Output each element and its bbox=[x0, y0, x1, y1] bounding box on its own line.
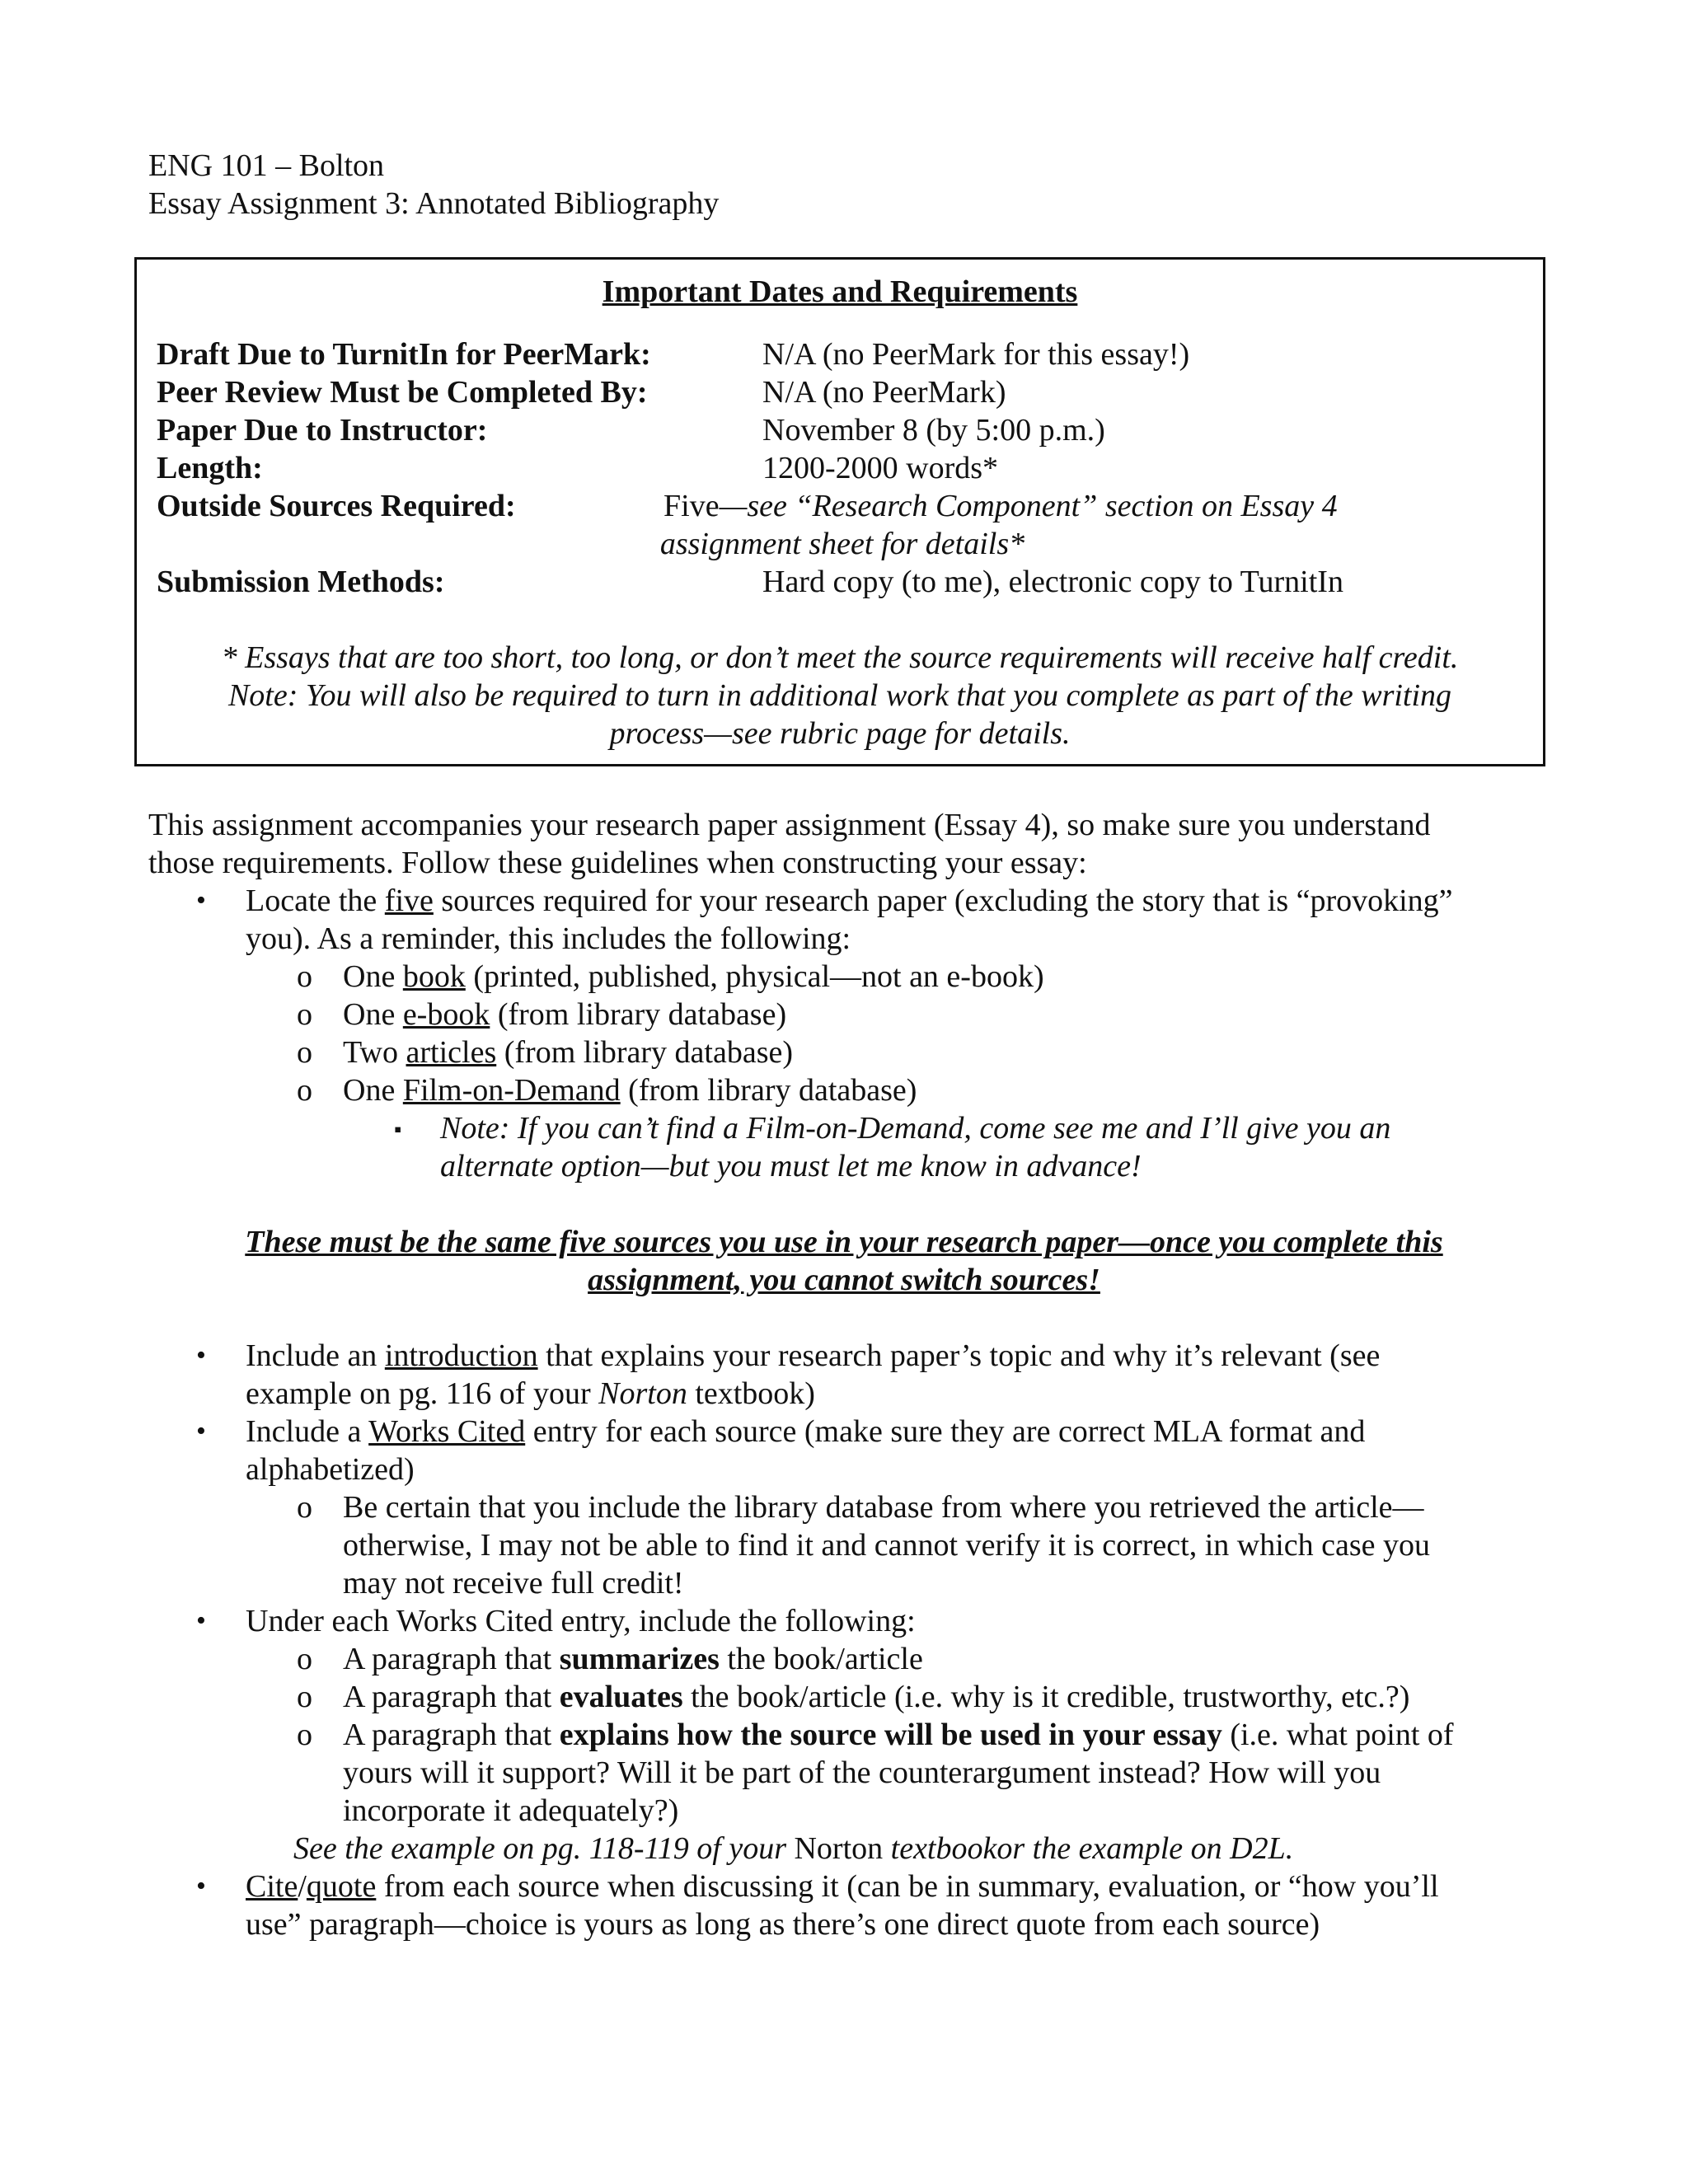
database-note-line: Be certain that you include the library database from where you retrieved the article— bbox=[343, 1490, 1424, 1525]
req-value-plain: Five bbox=[663, 489, 720, 523]
circle-marker: o bbox=[297, 1490, 312, 1525]
note-line: * Essays that are too short, too long, or don’t meet the source requirements will receive half credit. bbox=[221, 640, 1459, 675]
circle-marker: o bbox=[297, 959, 312, 994]
note-line: process—see rubric page for details. bbox=[609, 716, 1071, 751]
req-label: Submission Methods: bbox=[157, 565, 445, 599]
req-value: November 8 (by 5:00 p.m.) bbox=[762, 413, 1105, 448]
course-line: ENG 101 – Bolton bbox=[148, 148, 385, 183]
req-value: 1200-2000 words* bbox=[762, 451, 999, 485]
film-note-line: Note: If you can’t find a Film-on-Demand, come see me and I’ll give you an bbox=[440, 1111, 1391, 1146]
example-reference: See the example on pg. 118-119 of your Norton textbookor the example on D2L. bbox=[293, 1831, 1294, 1866]
requirements-box bbox=[134, 257, 1545, 766]
source-item: One Film-on-Demand (from library database) bbox=[343, 1073, 917, 1108]
requirements-notes bbox=[137, 639, 1543, 752]
bullet-marker: • bbox=[196, 1871, 206, 1901]
paragraph-item: A paragraph that evaluates the book/article (i.e. why is it credible, trustworthy, etc.?) bbox=[343, 1680, 1410, 1714]
bullet-under-entry: Under each Works Cited entry, include the following: bbox=[246, 1604, 916, 1638]
database-note-line: otherwise, I may not be able to find it and cannot verify it is correct, in which case you bbox=[343, 1528, 1431, 1563]
circle-marker: o bbox=[297, 1680, 312, 1714]
circle-marker: o bbox=[297, 1073, 312, 1108]
req-label: Peer Review Must be Completed By: bbox=[157, 375, 648, 410]
source-item: One e-book (from library database) bbox=[343, 997, 787, 1032]
req-value bbox=[663, 487, 1338, 525]
film-note-line: alternate option—but you must let me know in advance! bbox=[440, 1149, 1142, 1183]
req-value: N/A (no PeerMark for this essay!) bbox=[762, 337, 1190, 372]
intro-line: those requirements. Follow these guidelines when constructing your essay: bbox=[148, 846, 1087, 880]
req-label: Length: bbox=[157, 451, 263, 485]
req-value-italic: —see “Research Component” section on Essay 4 bbox=[719, 489, 1338, 523]
circle-marker: o bbox=[297, 1035, 312, 1070]
square-marker: ▪ bbox=[394, 1118, 402, 1141]
bullet-marker: • bbox=[196, 1416, 206, 1446]
req-value-continuation: assignment sheet for details* bbox=[659, 527, 1025, 561]
bullet-locate-sources: Locate the five sources required for your research paper (excluding the story that is “provoking” bbox=[246, 883, 1453, 918]
req-label: Paper Due to Instructor: bbox=[157, 413, 488, 448]
bullet-introduction: Include an introduction that explains your research paper’s topic and why it’s relevant (see bbox=[246, 1338, 1381, 1373]
bullet-marker: • bbox=[196, 1605, 206, 1636]
bullet-introduction-cont: example on pg. 116 of your Norton textbook) bbox=[246, 1376, 815, 1411]
req-label: Draft Due to TurnitIn for PeerMark: bbox=[157, 337, 651, 372]
bullet-locate-sources-cont: you). As a reminder, this includes the following: bbox=[246, 921, 851, 956]
circle-marker: o bbox=[297, 997, 312, 1032]
req-value: N/A (no PeerMark) bbox=[762, 375, 1006, 410]
paragraph-item-cont: yours will it support? Will it be part of the counterargument instead? How will you bbox=[343, 1755, 1381, 1790]
assignment-title: Essay Assignment 3: Annotated Bibliography bbox=[148, 186, 720, 221]
database-note-line: may not receive full credit! bbox=[343, 1566, 684, 1601]
bullet-works-cited-cont: alphabetized) bbox=[246, 1452, 415, 1487]
circle-marker: o bbox=[297, 1642, 312, 1676]
req-value: Hard copy (to me), electronic copy to TurnitIn bbox=[762, 565, 1343, 599]
req-label: Outside Sources Required: bbox=[157, 489, 516, 523]
warning-line: assignment, you cannot switch sources! bbox=[588, 1263, 1100, 1297]
paragraph-item: A paragraph that summarizes the book/article bbox=[343, 1642, 923, 1676]
bullet-works-cited: Include a Works Cited entry for each source (make sure they are correct MLA format and bbox=[246, 1414, 1366, 1449]
paragraph-item: A paragraph that explains how the source will be used in your essay (i.e. what point of bbox=[343, 1718, 1454, 1752]
note-line: Note: You will also be required to turn in additional work that you complete as part of the writing bbox=[227, 678, 1452, 713]
bullet-marker: • bbox=[196, 885, 206, 916]
source-item: One book (printed, published, physical—not an e-book) bbox=[343, 959, 1044, 994]
warning-line: These must be the same five sources you use in your research paper—once you complete this bbox=[245, 1225, 1443, 1259]
source-item: Two articles (from library database) bbox=[343, 1035, 794, 1070]
intro-line: This assignment accompanies your research paper assignment (Essay 4), so make sure you understand bbox=[148, 808, 1431, 842]
paragraph-item-cont: incorporate it adequately?) bbox=[343, 1793, 679, 1828]
document-header bbox=[148, 147, 719, 223]
bullet-marker: • bbox=[196, 1340, 206, 1371]
bullet-cite-quote: Cite/quote from each source when discussing it (can be in summary, evaluation, or “how you’ll bbox=[246, 1869, 1439, 1904]
circle-marker: o bbox=[297, 1718, 312, 1752]
bullet-cite-quote-cont: use” paragraph—choice is yours as long as there’s one direct quote from each source) bbox=[246, 1907, 1320, 1942]
requirements-title: Important Dates and Requirements bbox=[602, 274, 1078, 309]
